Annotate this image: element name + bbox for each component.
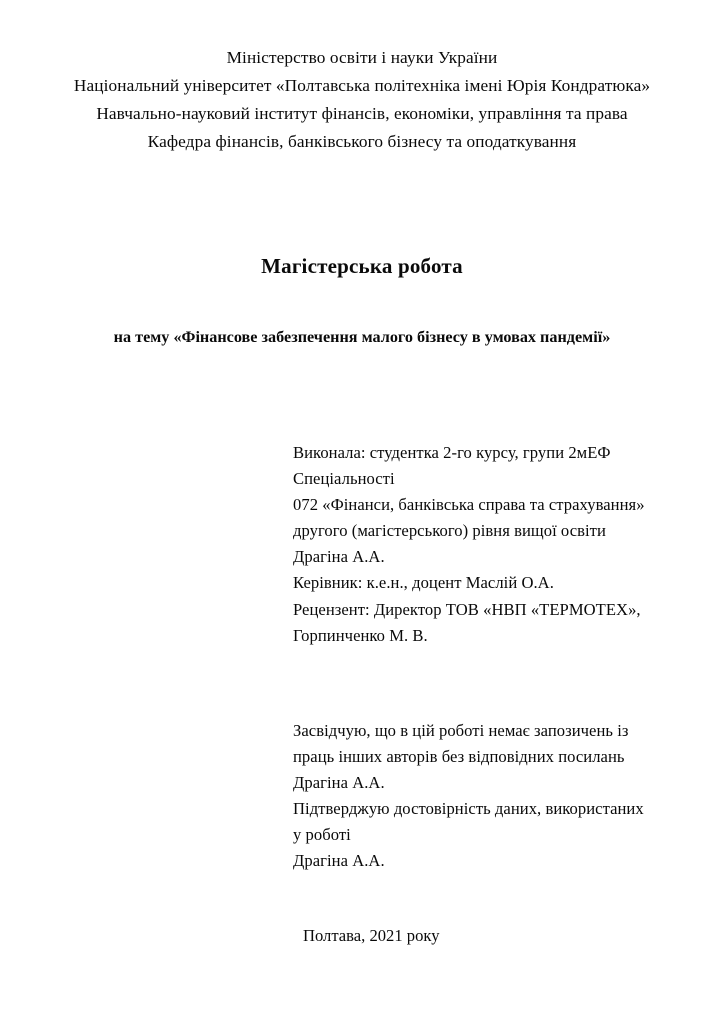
institution-header bbox=[0, 44, 724, 156]
originality-signature-name: Драгіна А.А. bbox=[293, 773, 385, 793]
author-block bbox=[293, 440, 685, 649]
author-speciality-code: 072 «Фінанси, банківська справа та страхування» bbox=[293, 495, 645, 515]
reviewer-name: Горпинченко М. В. bbox=[293, 625, 428, 645]
originality-declaration-line-2: праць інших авторів без відповідних посилань bbox=[293, 747, 625, 767]
supervisor-line: Керівник: к.е.н., доцент Маслій О.А. bbox=[293, 573, 554, 593]
data-accuracy-line-1: Підтверджую достовірність даних, використаних bbox=[293, 799, 644, 819]
author-speciality-label: Спеціальності bbox=[293, 469, 395, 489]
declaration-block bbox=[293, 718, 685, 875]
department-line: Кафедра фінансів, банківського бізнесу та оподаткування bbox=[147, 132, 577, 151]
data-accuracy-signature-name: Драгіна А.А. bbox=[293, 851, 385, 871]
university-line: Національний університет «Полтавська політехніка імені Юрія Кондратюка» bbox=[73, 76, 651, 95]
ministry-line: Міністерство освіти і науки України bbox=[226, 48, 498, 67]
author-performed-by-line: Виконала: студентка 2-го курсу, групи 2мЕФ bbox=[293, 443, 611, 462]
author-name: Драгіна А.А. bbox=[293, 547, 385, 567]
thesis-subtitle: на тему «Фінансове забезпечення малого бізнесу в умовах пандемії» bbox=[113, 328, 611, 346]
institute-line: Навчально-науковий інститут фінансів, економіки, управління та права bbox=[96, 104, 628, 123]
place-and-year: Полтава, 2021 року bbox=[303, 926, 440, 945]
author-degree-level-line: другого (магістерського) рівня вищої освіти bbox=[293, 521, 606, 541]
data-accuracy-line-2: у роботі bbox=[293, 825, 351, 845]
reviewer-line: Рецензент: Директор ТОВ «НВП «ТЕРМОТЕХ», bbox=[293, 599, 641, 619]
originality-declaration-line-1: Засвідчую, що в цій роботі немає запозичень із bbox=[293, 721, 629, 740]
thesis-title: Магістерська робота bbox=[261, 254, 463, 278]
